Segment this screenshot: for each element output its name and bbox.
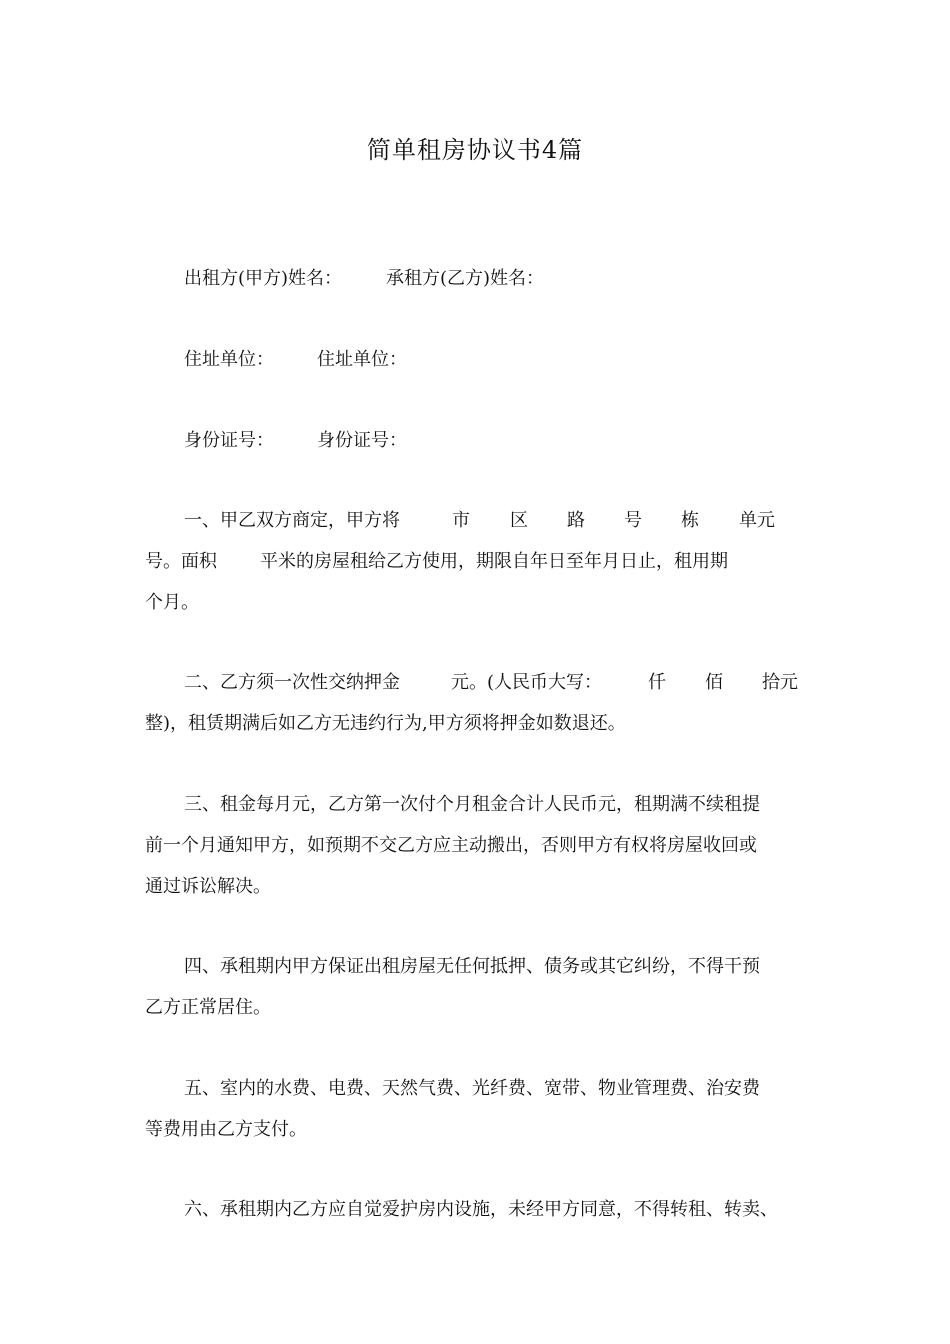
clause-3-line2: 前一个月通知甲方，如预期不交乙方应主动搬出，否则甲方有权将房屋收回或 <box>145 835 757 856</box>
clause-1-area-label: 号。面积 <box>145 551 217 572</box>
clause-1-district: 区 <box>510 510 528 531</box>
clause-3-line3: 通过诉讼解决。 <box>145 876 271 897</box>
clause-1-road: 路 <box>567 510 585 531</box>
clause-3-line1: 三、租金每月元，乙方第一次付个月租金合计人民币元，租期满不续租提 <box>184 794 760 815</box>
clause-2-hundred: 佰 <box>705 672 723 693</box>
clause-2-line2: 整)，租赁期满后如乙方无违约行为,甲方须将押金如数退还。 <box>145 713 626 734</box>
clause-1-area-text: 平米的房屋租给乙方使用，期限自年日至年月日止，租用期 <box>260 551 728 572</box>
clause-1-months: 个月。 <box>145 592 199 613</box>
clause-1-unit: 单元 <box>739 510 775 531</box>
clause-2-amount: 元。(人民币大写： <box>451 672 603 693</box>
clause-4-line2: 乙方正常居住。 <box>145 997 271 1018</box>
clause-2-ten: 拾元 <box>762 672 798 693</box>
clause-5-line1: 五、室内的水费、电费、天然气费、光纤费、宽带、物业管理费、治安费 <box>184 1078 760 1099</box>
clause-2-thousand: 仟 <box>648 672 666 693</box>
lessee-name-label: 承租方(乙方)姓名： <box>386 268 545 289</box>
lessor-id-label: 身份证号： <box>184 430 274 451</box>
clause-6-line1: 六、承租期内乙方应自觉爱护房内设施，未经甲方同意，不得转租、转卖、 <box>184 1199 778 1220</box>
lessor-name-label: 出租方(甲方)姓名： <box>184 268 343 289</box>
lessor-address-label: 住址单位： <box>184 349 274 370</box>
clause-1-text: 一、甲乙双方商定，甲方将 <box>184 510 400 531</box>
clause-1-city: 市 <box>452 510 470 531</box>
lessee-id-label: 身份证号： <box>317 430 407 451</box>
clause-4-line1: 四、承租期内甲方保证出租房屋无任何抵押、债务或其它纠纷，不得干预 <box>184 956 760 977</box>
clause-5-line2: 等费用由乙方支付。 <box>145 1119 307 1140</box>
clause-1-building: 栋 <box>681 510 699 531</box>
clause-1-number: 号 <box>624 510 642 531</box>
clause-2-text: 二、乙方须一次性交纳押金 <box>184 672 400 693</box>
lessee-address-label: 住址单位： <box>317 349 407 370</box>
document-title: 简单租房协议书4篇 <box>366 136 584 164</box>
